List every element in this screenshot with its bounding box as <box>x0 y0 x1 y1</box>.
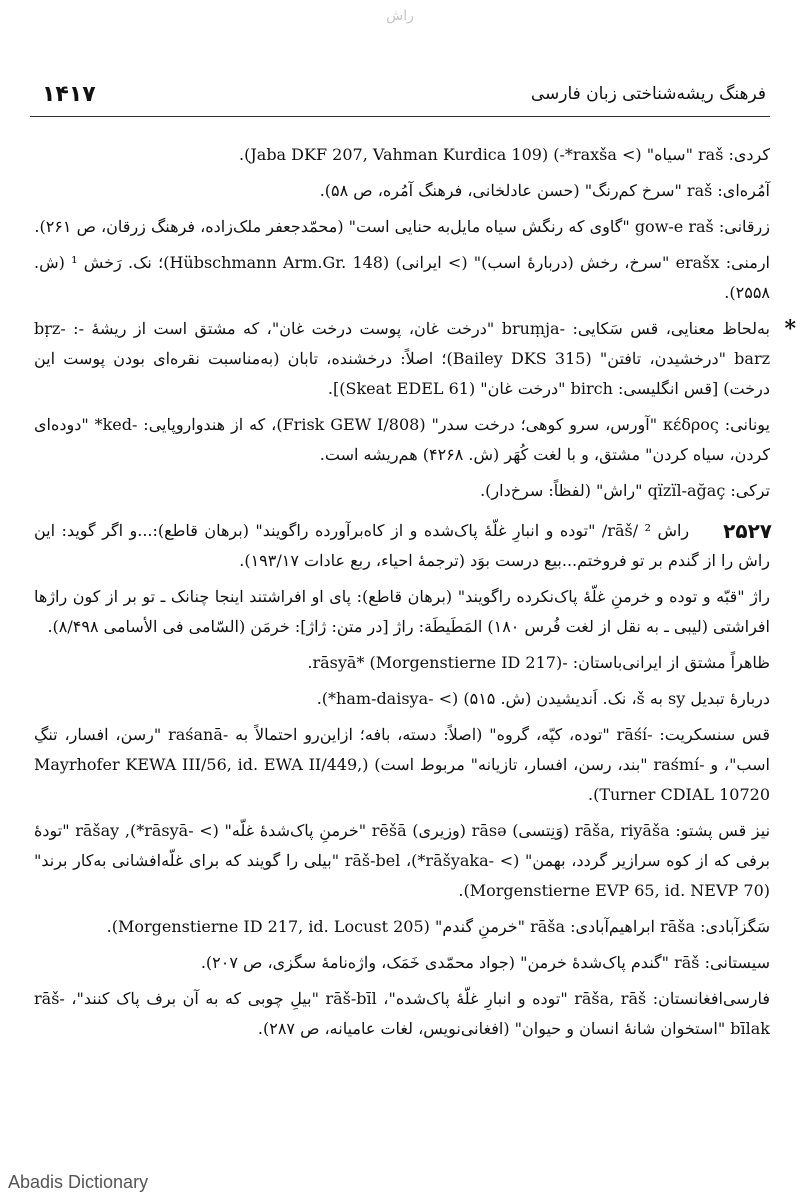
sanskrit-entry: قس سنسکریت: -rāśí "توده، کپّه، گروه" (اصلاً: دسته، بافه؛ ازاین‌رو احتمالاً به -raśanā "رسن، افسار، تنگِ اسب"، و -raśmí "بند، رسن، افسار، تازیانه" مربوط است) (Mayrhofer KEWA III/56, id. EWA II/449, Turner CDIAL 10720). <box>34 725 770 804</box>
amorei-entry: آمُره‌ای: raš "سرخ کم‌رنگ" (حسن عادلخانی، فرهنگ آمُره، ص ۵۸). <box>319 181 770 200</box>
sistani-entry: سیستانی: rāš "گندم پاک‌شدهٔ خرمن" (جواد محمّدی خَمَک، واژه‌نامهٔ سگزی، ص ۲۰۷). <box>200 953 770 972</box>
headword-entry <box>34 516 770 576</box>
armenian-entry: ارمنی: erašx "سرخ، رخش (دربارهٔ اسب)" (> ایرانی) (Hübschmann Arm.Gr. 148)؛ نک. رَخش ¹ (ش. ۲۵۵۸). <box>34 253 770 302</box>
semantic-note-text: به‌لحاظ معنایی، قس سَکایی: -bruṃja "درخت غان، پوست درخت غان"، که مشتق است از ریشهٔ -bṛz- : barz "درخشیدن، تافتن" (Bailey DKS 315)؛ اصلاً: درخشنده، تابان (به‌مناسبت نقره‌ای بودن پوست این درخت) [قس انگلیسی: birch "درخت غان" (Skeat EDEL 61)]. <box>34 319 771 398</box>
turkish-entry: ترکی: qïzïl-ağaç "راش" (لفظاً: سرخ‌دار). <box>480 481 770 500</box>
header-rule <box>30 116 770 117</box>
page-number: ۱۴۱۷ <box>42 82 96 107</box>
semantic-note <box>34 314 796 404</box>
sy-change-note: دربارهٔ تبدیل sy به š، نک. اَندیشیدن (ش. ۵۱۵) (> -ham-daisya*). <box>316 689 770 708</box>
pashto-entry: نیز قس پشتو: rāša, riyāša (وَنِتسی) rāsə (وزیری) rēšā "خرمنِ پاک‌شدهٔ غلّه" (> -rāsyā*), rāšay "تودهٔ برفی که از کوه سرازیر گردد، بهمن" (> -rāšyaka*)، rāš-bel "بیلی را گویند که برای غلّه‌افشانی به‌کار برند" (Morgenstierne EVP 65, id. NEVP 70). <box>34 821 771 900</box>
running-head: فرهنگ ریشه‌شناختی زبان فارسی <box>530 84 766 104</box>
entry-number: ۲۵۲۷ <box>723 519 772 543</box>
top-watermark: راش <box>386 8 414 24</box>
old-iranian-derivation: ظاهراً مشتق از ایرانی‌باستان: -rāsyā* (Morgenstierne ID 217). <box>307 653 770 672</box>
raj-entry: راژ "قبّه و توده و خرمنِ غلّهٔ پاک‌نکرده راگویند" (برهان قاطع): پای او افراشتند اینجا چنانک ـ تو بر از کون راژها افراشتی (لیبی ـ به نقل از لغت فُرس ۱۸۰) المَطَیطَة: راژ [در متن: ژاژ]: خرمَن (السّامی فی الأسامی ۸/۴۹۸). <box>34 587 770 636</box>
kurdish-entry: کردی: raš ‏"سیاه" (> ‎*raxša-) (Jaba DKF 207, Vahman Kurdica 109). <box>239 145 770 164</box>
dictionary-page-body <box>34 140 796 1050</box>
headword-definition: راش ² /rāš/ "توده و انبارِ غلّهٔ پاک‌شده و از کاه‌برآورده راگویند" (برهان قاطع):...و اگر گوید: این راش را از گندم بر تو فروختم...بیع درست بوَد (ترجمهٔ احیاء، ربع عادات ۱۹۳/۱۷). <box>34 521 770 570</box>
greek-entry: یونانی: κέδρος "آورس، سرو کوهی؛ درخت سدر" (Frisk GEW I/808)، که از هندواروپایی: -ked* "دوده‌ای کردن، سیاه کردن" مشتق، و با لغت کُهَر (ش. ۴۲۶۸) هم‌ریشه است. <box>34 415 770 464</box>
zarqani-entry: زرقانی: gow-e raš "گاوی که رنگش سیاه مایل‌به حنایی است" (محمّدجعفر ملک‌زاده، فرهنگ زرقان، ص ۲۶۱). <box>34 217 770 236</box>
afghan-persian-entry: فارسی‌افغانستان: rāša, rāš "توده و انبارِ غلّهٔ پاک‌شده"، rāš-bīl "بیلِ چوبی که به آن برف پاک کنند"، rāš-bīlak "استخوان شانهٔ انسان و حیوان" (افغانی‌نویس، لغات عامیانه، ص ۲۸۷). <box>34 989 770 1038</box>
sagzabadi-entry: سَگزآبادی: rāša ابراهیم‌آبادی: rāša "خرمنِ گندم" (Morgenstierne ID 217, id. Locust 205). <box>106 917 770 936</box>
footer-watermark: Abadis Dictionary <box>8 1172 149 1192</box>
star-marker: * <box>784 316 796 342</box>
